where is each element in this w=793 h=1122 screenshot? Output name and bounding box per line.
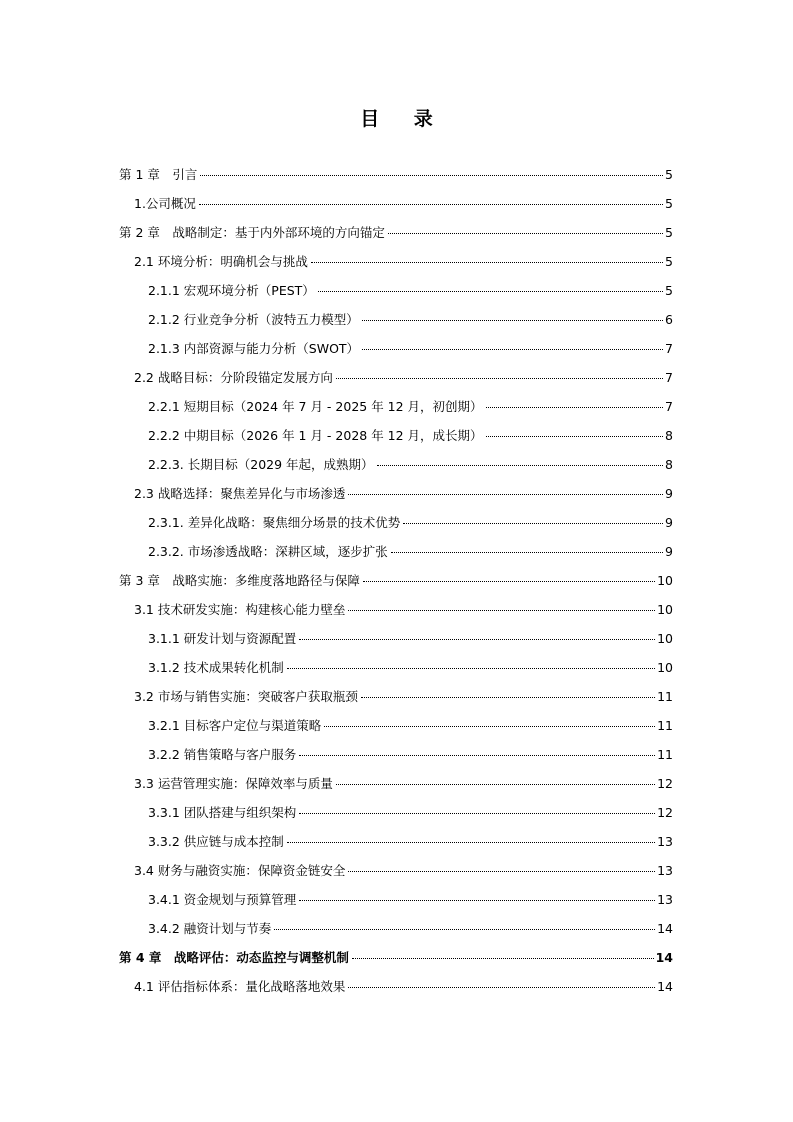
- toc-entry[interactable]: [119, 479, 673, 508]
- toc-entry[interactable]: [119, 508, 673, 537]
- toc-entry[interactable]: [119, 769, 673, 798]
- toc-entry[interactable]: [119, 914, 673, 943]
- toc-dot-leader: [348, 987, 655, 988]
- toc-dot-leader: [200, 175, 663, 176]
- toc-entry-page-number: 11: [657, 689, 673, 704]
- toc-entry-label: 第 4 章 战略评估：动态监控与调整机制: [119, 950, 349, 965]
- toc-dot-leader: [311, 262, 663, 263]
- toc-entry-page-number: 12: [657, 805, 673, 820]
- toc-dot-leader: [391, 552, 663, 553]
- toc-entry-page-number: 14: [657, 979, 673, 994]
- toc-entry-label: 3.1.1 研发计划与资源配置: [148, 631, 297, 646]
- toc-dot-leader: [299, 639, 655, 640]
- toc-entry-page-number: 8: [665, 428, 673, 443]
- toc-entry[interactable]: [119, 595, 673, 624]
- toc-dot-leader: [318, 291, 663, 292]
- toc-dot-leader: [287, 668, 655, 669]
- toc-dot-leader: [362, 349, 663, 350]
- toc-entry-label: 3.2.2 销售策略与客户服务: [148, 747, 297, 762]
- toc-entry-label: 第 2 章 战略制定：基于内外部环境的方向锚定: [119, 225, 385, 240]
- toc-entry-label: 3.3.1 团队搭建与组织架构: [148, 805, 297, 820]
- toc-entry-page-number: 13: [657, 892, 673, 907]
- toc-dot-leader: [486, 407, 663, 408]
- toc-entry-page-number: 5: [665, 283, 673, 298]
- toc-entry-page-number: 10: [657, 602, 673, 617]
- toc-entry[interactable]: [119, 943, 673, 972]
- toc-entry-page-number: 11: [657, 718, 673, 733]
- toc-dot-leader: [362, 320, 663, 321]
- toc-entry-label: 3.2 市场与销售实施：突破客户获取瓶颈: [134, 689, 358, 704]
- toc-entry[interactable]: [119, 885, 673, 914]
- toc-entry-label: 2.2.1 短期目标（2024 年 7 月 - 2025 年 12 月，初创期）: [148, 399, 483, 414]
- toc-entry[interactable]: [119, 711, 673, 740]
- toc-entry-label: 2.3 战略选择：聚焦差异化与市场渗透: [134, 486, 346, 501]
- toc-entry[interactable]: [119, 624, 673, 653]
- toc-entry-label: 2.1.1 宏观环境分析（PEST）: [148, 283, 315, 298]
- toc-entry-label: 3.1.2 技术成果转化机制: [148, 660, 284, 675]
- toc-entry-label: 第 3 章 战略实施：多维度落地路径与保障: [119, 573, 360, 588]
- toc-title: 目 录: [360, 108, 447, 130]
- toc-entry-page-number: 9: [665, 544, 673, 559]
- toc-entry-page-number: 13: [657, 863, 673, 878]
- toc-entry[interactable]: [119, 972, 673, 1001]
- toc-entry-label: 3.3 运营管理实施：保障效率与质量: [134, 776, 333, 791]
- toc-entry-page-number: 13: [657, 834, 673, 849]
- toc-entry-page-number: 12: [657, 776, 673, 791]
- toc-dot-leader: [388, 233, 663, 234]
- toc-entry-page-number: 5: [665, 196, 673, 211]
- toc-entry-label: 3.1 技术研发实施：构建核心能力壁垒: [134, 602, 346, 617]
- toc-entry[interactable]: [119, 798, 673, 827]
- toc-entry[interactable]: [119, 363, 673, 392]
- toc-entry-label: 3.3.2 供应链与成本控制: [148, 834, 284, 849]
- toc-dot-leader: [336, 378, 663, 379]
- toc-entry-page-number: 7: [665, 399, 673, 414]
- toc-entry-label: 第 1 章 引言: [119, 167, 198, 182]
- toc-entry[interactable]: [119, 189, 673, 218]
- toc-entry[interactable]: [119, 392, 673, 421]
- toc-entry[interactable]: [119, 856, 673, 885]
- toc-dot-leader: [287, 842, 655, 843]
- toc-entry-label: 3.4 财务与融资实施：保障资金链安全: [134, 863, 346, 878]
- toc-entry-label: 4.1 评估指标体系：量化战略落地效果: [134, 979, 346, 994]
- toc-entry-label: 2.1.3 内部资源与能力分析（SWOT）: [148, 341, 360, 356]
- toc-entry[interactable]: [119, 566, 673, 595]
- toc-entry-page-number: 7: [665, 341, 673, 356]
- toc-entry-page-number: 9: [665, 515, 673, 530]
- toc-dot-leader: [348, 494, 663, 495]
- toc-entry-label: 1.公司概况: [134, 196, 196, 211]
- toc-entry-label: 2.1 环境分析：明确机会与挑战: [134, 254, 308, 269]
- toc-entry-page-number: 6: [665, 312, 673, 327]
- toc-entry-label: 2.2.2 中期目标（2026 年 1 月 - 2028 年 12 月，成长期）: [148, 428, 483, 443]
- toc-entry[interactable]: [119, 247, 673, 276]
- toc-entry-label: 3.4.1 资金规划与预算管理: [148, 892, 297, 907]
- toc-dot-leader: [486, 436, 663, 437]
- toc-entry-page-number: 10: [657, 573, 673, 588]
- toc-entry-page-number: 8: [665, 457, 673, 472]
- toc-entry[interactable]: [119, 450, 673, 479]
- toc-dot-leader: [299, 900, 655, 901]
- toc-entry[interactable]: [119, 740, 673, 769]
- toc-entry-label: 2.1.2 行业竞争分析（波特五力模型）: [148, 312, 359, 327]
- toc-entry-page-number: 14: [655, 950, 673, 965]
- toc-dot-leader: [274, 929, 655, 930]
- toc-dot-leader: [348, 871, 655, 872]
- toc-entry[interactable]: [119, 421, 673, 450]
- toc-entry[interactable]: [119, 276, 673, 305]
- toc-list: [119, 160, 673, 1001]
- toc-dot-leader: [348, 610, 655, 611]
- toc-entry[interactable]: [119, 305, 673, 334]
- toc-entry-label: 2.2.3. 长期目标（2029 年起，成熟期）: [148, 457, 374, 472]
- toc-entry-page-number: 10: [657, 660, 673, 675]
- toc-entry-label: 3.2.1 目标客户定位与渠道策略: [148, 718, 322, 733]
- toc-dot-leader: [361, 697, 655, 698]
- toc-entry[interactable]: [119, 218, 673, 247]
- toc-entry[interactable]: [119, 537, 673, 566]
- toc-dot-leader: [299, 755, 655, 756]
- toc-entry-page-number: 5: [665, 225, 673, 240]
- toc-dot-leader: [363, 581, 655, 582]
- toc-entry-page-number: 5: [665, 254, 673, 269]
- toc-dot-leader: [403, 523, 663, 524]
- toc-dot-leader: [377, 465, 664, 466]
- toc-entry-label: 3.4.2 融资计划与节奏: [148, 921, 272, 936]
- toc-entry[interactable]: [119, 160, 673, 189]
- toc-entry[interactable]: [119, 827, 673, 856]
- toc-dot-leader: [352, 958, 654, 959]
- toc-entry-page-number: 5: [665, 167, 673, 182]
- toc-entry-page-number: 7: [665, 370, 673, 385]
- toc-entry[interactable]: [119, 653, 673, 682]
- toc-dot-leader: [324, 726, 655, 727]
- toc-entry-page-number: 11: [657, 747, 673, 762]
- toc-entry-label: 2.3.2. 市场渗透战略：深耕区域，逐步扩张: [148, 544, 388, 559]
- toc-entry[interactable]: [119, 334, 673, 363]
- toc-dot-leader: [299, 813, 655, 814]
- toc-entry[interactable]: [119, 682, 673, 711]
- toc-dot-leader: [199, 204, 663, 205]
- toc-dot-leader: [336, 784, 655, 785]
- toc-entry-page-number: 10: [657, 631, 673, 646]
- toc-entry-label: 2.2 战略目标：分阶段锚定发展方向: [134, 370, 333, 385]
- toc-entry-page-number: 9: [665, 486, 673, 501]
- toc-entry-label: 2.3.1. 差异化战略：聚焦细分场景的技术优势: [148, 515, 401, 530]
- toc-entry-page-number: 14: [657, 921, 673, 936]
